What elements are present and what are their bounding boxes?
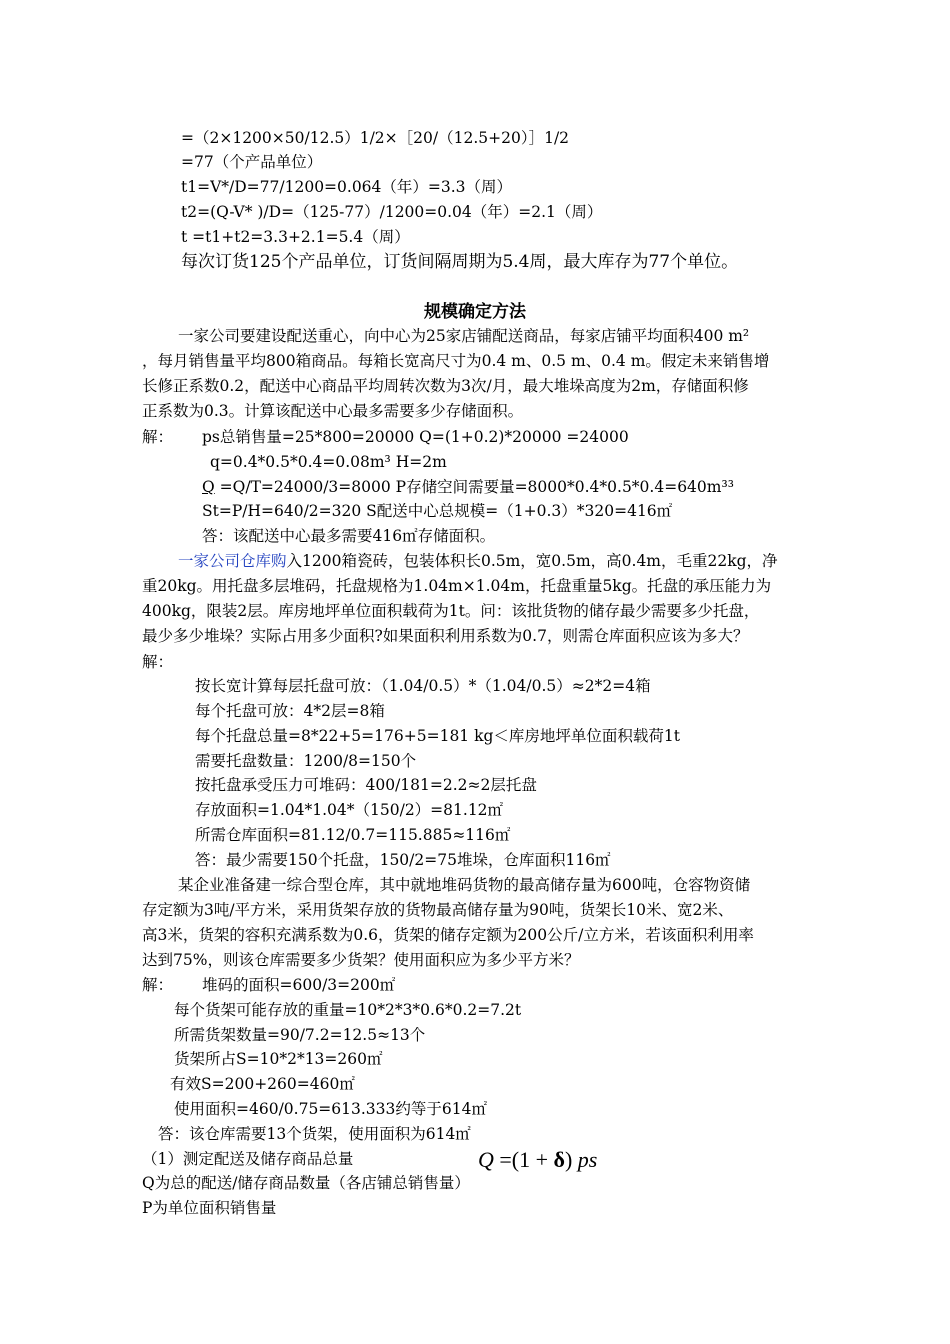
- problem2-solution-6: 存放面积=1.04*1.04*（150/2）=81.12㎡: [195, 801, 504, 819]
- problem2-link[interactable]: 一家公司仓库购: [178, 552, 287, 570]
- problem3-solution-3: 所需货架数量=90/7.2=12.5≈13个: [174, 1026, 426, 1044]
- problem3-line-4: 达到75%，则该仓库需要多少货架？使用面积应为多少平方米？: [142, 951, 580, 969]
- section-title: 规模确定方法: [424, 302, 526, 322]
- problem2-line-1: [178, 550, 778, 572]
- subsection-heading: （1）测定配送及储存商品总量: [142, 1150, 354, 1168]
- problem1-solution-3: [202, 476, 734, 498]
- problem1-solution-4: St=P/H=640/2=320 S配送中心总规模=（1+0.3）*320=416㎡: [202, 502, 673, 520]
- underlined-q: Q: [202, 478, 215, 496]
- problem2-answer: 答：最少需要150个托盘，150/2=75堆垛，仓库面积116㎡: [195, 851, 611, 869]
- problem2-line-2: 重20kg。用托盘多层堆码，托盘规格为1.04m×1.04m，托盘重量5kg。托盘的承压能力为: [142, 577, 772, 595]
- problem1-line-3: 长修正系数0.2，配送中心商品平均周转次数为3次/月，最大堆垛高度为2m，存储面积修: [142, 377, 749, 395]
- problem2-solution-4: 需要托盘数量：1200/8=150个: [195, 752, 417, 770]
- formula-close: ): [564, 1147, 578, 1172]
- problem2-solution-7: 所需仓库面积=81.12/0.7=115.885≈116㎡: [195, 826, 511, 844]
- calc-line-5: t =t1+t2=3.3+2.1=5.4（周）: [181, 228, 410, 246]
- problem3-solution-6: 使用面积=460/0.75=613.333约等于614㎡: [174, 1100, 487, 1118]
- problem3-line-3: 高3米，货架的容积充满系数为0.6，货架的储存定额为200公斤/立方米，若该面积利用率: [142, 926, 754, 944]
- problem1-answer: 答：该配送中心最多需要416㎡存储面积。: [202, 527, 496, 545]
- problem2-solution-1: 按长宽计算每层托盘可放：（1.04/0.5）*（1.04/0.5）≈2*2=4箱: [195, 677, 651, 695]
- problem3-solution-5: 有效S=200+260=460㎡: [170, 1075, 355, 1093]
- problem2-solution-3: 每个托盘总量=8*22+5=176+5=181 kg＜库房地坪单位面积载荷1t: [195, 727, 680, 745]
- problem2-solution-5: 按托盘承受压力可堆码：400/181=2.2≈2层托盘: [195, 776, 537, 794]
- problem1-solution-2: q=0.4*0.5*0.4=0.08m³ H=2m: [210, 453, 447, 471]
- problem3-solution-1: 堆码的面积=600/3=200㎡: [202, 976, 396, 994]
- problem1-line-4: 正系数为0.3。计算该配送中心最多需要多少存储面积。: [142, 402, 524, 420]
- formula-eq: =(1 +: [493, 1147, 554, 1172]
- problem1-solution-label: 解：: [142, 428, 174, 446]
- problem3-solution-2: 每个货架可能存放的重量=10*2*3*0.6*0.2=7.2t: [174, 1001, 522, 1019]
- calc-line-1: =（2×1200×50/12.5）1/2×［20/（12.5+20）］1/2: [181, 129, 570, 147]
- definition-q: Q为总的配送/储存商品数量（各店铺总销售量）: [142, 1174, 470, 1192]
- problem3-line-2: 存定额为3吨/平方米，采用货架存放的货物最高储存量为90吨，货架长10米、宽2米、: [142, 901, 734, 919]
- problem2-solution-label: 解：: [142, 653, 174, 671]
- formula-ps: ps: [577, 1147, 598, 1172]
- calc-line-3: t1=V*/D=77/1200=0.064（年）=3.3（周）: [181, 178, 513, 196]
- calc-conclusion: 每次订货125个产品单位，订货间隔周期为5.4周，最大库存为77个单位。: [181, 252, 739, 272]
- problem2-line-3: 400kg，限装2层。库房地坪单位面积载荷为1t。问：该批货物的储存最少需要多少托盘，: [142, 602, 760, 620]
- problem2-solution-2: 每个托盘可放：4*2层=8箱: [195, 702, 385, 720]
- problem1-line-2: ，每月销售量平均800箱商品。每箱长宽高尺寸为0.4 m、0.5 m、0.4 m。假定未来销售增: [142, 352, 770, 370]
- calc-line-4: t2=(Q-V* )/D=（125-77）/1200=0.04（年）=2.1（周）: [181, 203, 603, 221]
- problem3-solution-4: 货架所占S=10*2*13=260㎡: [174, 1050, 383, 1068]
- problem1-solution-3-rest: =Q/T=24000/3=8000 P存储空间需要量=8000*0.4*0.5*0.4=640m³³: [214, 478, 734, 496]
- formula-q: Q: [478, 1147, 494, 1172]
- problem1-line-1: 一家公司要建设配送重心，向中心为25家店铺配送商品，每家店铺平均面积400 m²: [178, 327, 750, 345]
- problem2-line-4: 最少多少堆垛？实际占用多少面积?如果面积利用系数为0.7，则需仓库面积应该为多大？: [142, 627, 749, 645]
- formula-q-equals-ps: [478, 1146, 597, 1174]
- formula-delta: δ: [553, 1147, 565, 1172]
- problem3-solution-label: 解：: [142, 976, 174, 994]
- calc-line-2: =77（个产品单位）: [181, 153, 323, 171]
- problem2-line-1-rest: 入1200箱瓷砖，包装体积长0.5m，宽0.5m，高0.4m，毛重22kg，净: [286, 552, 778, 570]
- definition-p: P为单位面积销售量: [142, 1199, 277, 1217]
- problem3-answer: 答：该仓库需要13个货架，使用面积为614㎡: [158, 1125, 471, 1143]
- problem1-solution-1: ps总销售量=25*800=20000 Q=(1+0.2)*20000 =24000: [202, 428, 629, 446]
- problem3-line-1: 某企业准备建一综合型仓库，其中就地堆码货物的最高储存量为600吨，仓容物资储: [178, 876, 751, 894]
